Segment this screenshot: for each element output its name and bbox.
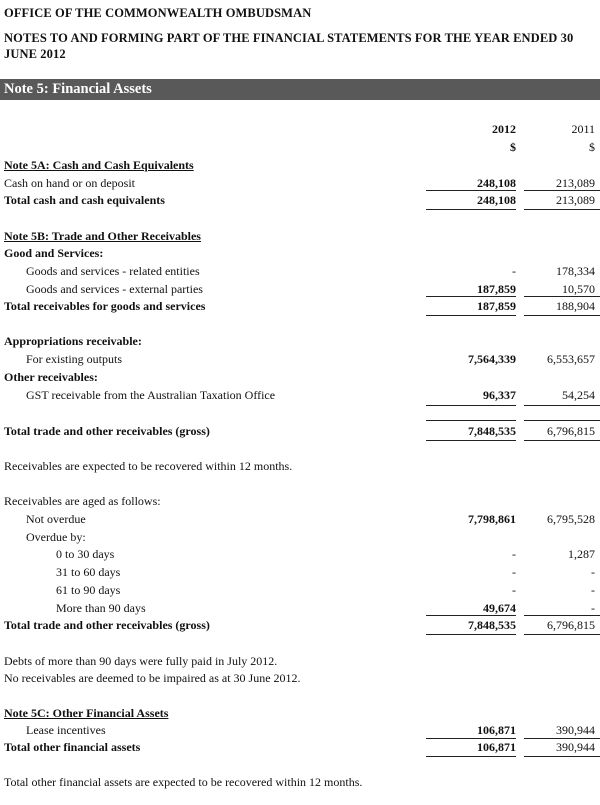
row-0-30-days: 0 to 30 days - 1,287 xyxy=(56,547,595,561)
rule xyxy=(524,315,600,316)
aged-heading: Receivables are aged as follows: xyxy=(4,494,161,508)
rule xyxy=(426,634,516,635)
subheading-appropriations: Appropriations receivable: xyxy=(4,334,142,348)
subheading-goods-services: Good and Services: xyxy=(4,246,104,260)
note-debts-paid: Debts of more than 90 days were fully paid in July 2012. xyxy=(4,654,278,668)
rule xyxy=(426,315,516,316)
row-not-overdue: Not overdue 7,798,861 6,795,528 xyxy=(26,512,595,526)
row-existing-outputs: For existing outputs 7,564,339 6,553,657 xyxy=(26,352,595,366)
note-recovery: Receivables are expected to be recovered within 12 months. xyxy=(4,459,293,473)
heading-5b: Note 5B: Trade and Other Receivables xyxy=(4,229,201,243)
note-title-band xyxy=(0,79,600,100)
rule xyxy=(524,405,600,406)
row-more-than-90-days: More than 90 days 49,674 - xyxy=(56,601,595,615)
org-name: OFFICE OF THE COMMONWEALTH OMBUDSMAN xyxy=(4,6,312,20)
col-unit-2011: $ xyxy=(589,140,595,154)
row-total-goods-services: Total receivables for goods and services 187,859 188,904 xyxy=(4,299,595,313)
statement-title-line1: NOTES TO AND FORMING PART OF THE FINANCIAL STATEMENTS FOR THE YEAR ENDED 30 xyxy=(4,31,574,45)
row-total-cash: Total cash and cash equivalents 248,108 213,089 xyxy=(4,193,595,207)
rule xyxy=(524,190,600,191)
rule xyxy=(524,634,600,635)
row-total-trade-receivables: Total trade and other receivables (gross) 7,848,535 6,796,815 xyxy=(4,424,595,438)
note-no-impairment: No receivables are deemed to be impaired as at 30 June 2012. xyxy=(4,671,301,685)
rule xyxy=(426,209,516,210)
rule xyxy=(426,756,516,757)
row-related-entities: Goods and services - related entities - 178,334 xyxy=(26,264,595,278)
rule xyxy=(524,420,600,421)
rule xyxy=(524,756,600,757)
row-external-parties: Goods and services - external parties 187,859 10,570 xyxy=(26,282,595,296)
row-cash-on-hand: Cash on hand or on deposit 248,108 213,089 xyxy=(4,176,595,190)
rule xyxy=(426,296,516,297)
row-gst-receivable: GST receivable from the Australian Taxation Office 96,337 54,254 xyxy=(26,388,595,402)
rule xyxy=(524,209,600,210)
heading-5c: Note 5C: Other Financial Assets xyxy=(4,706,169,720)
rule xyxy=(426,615,516,616)
note-title: Note 5: Financial Assets xyxy=(4,81,152,97)
overdue-heading: Overdue by: xyxy=(26,530,86,544)
row-61-90-days: 61 to 90 days - - xyxy=(56,583,595,597)
rule xyxy=(524,296,600,297)
rule xyxy=(426,738,516,739)
row-lease-incentives: Lease incentives 106,871 390,944 xyxy=(26,723,595,737)
rule xyxy=(524,615,600,616)
rule xyxy=(426,440,516,441)
rule xyxy=(426,190,516,191)
note-other-recovery: Total other financial assets are expected to be recovered within 12 months. xyxy=(4,775,363,789)
row-total-other-financial-assets: Total other financial assets 106,871 390,944 xyxy=(4,740,595,754)
row-total-trade-receivables-aged: Total trade and other receivables (gross) 7,848,535 6,796,815 xyxy=(4,618,595,632)
subheading-other-receivables: Other receivables: xyxy=(4,370,98,384)
rule xyxy=(426,405,516,406)
heading-5a: Note 5A: Cash and Cash Equivalents xyxy=(4,158,194,172)
rule xyxy=(524,440,600,441)
rule xyxy=(426,420,516,421)
rule xyxy=(524,738,600,739)
statement-title-line2: JUNE 2012 xyxy=(4,47,66,61)
col-unit-2012: $ xyxy=(510,140,516,154)
col-year-2011: 2011 xyxy=(571,122,595,136)
col-year-2012: 2012 xyxy=(492,122,516,136)
row-31-60-days: 31 to 60 days - - xyxy=(56,565,595,579)
